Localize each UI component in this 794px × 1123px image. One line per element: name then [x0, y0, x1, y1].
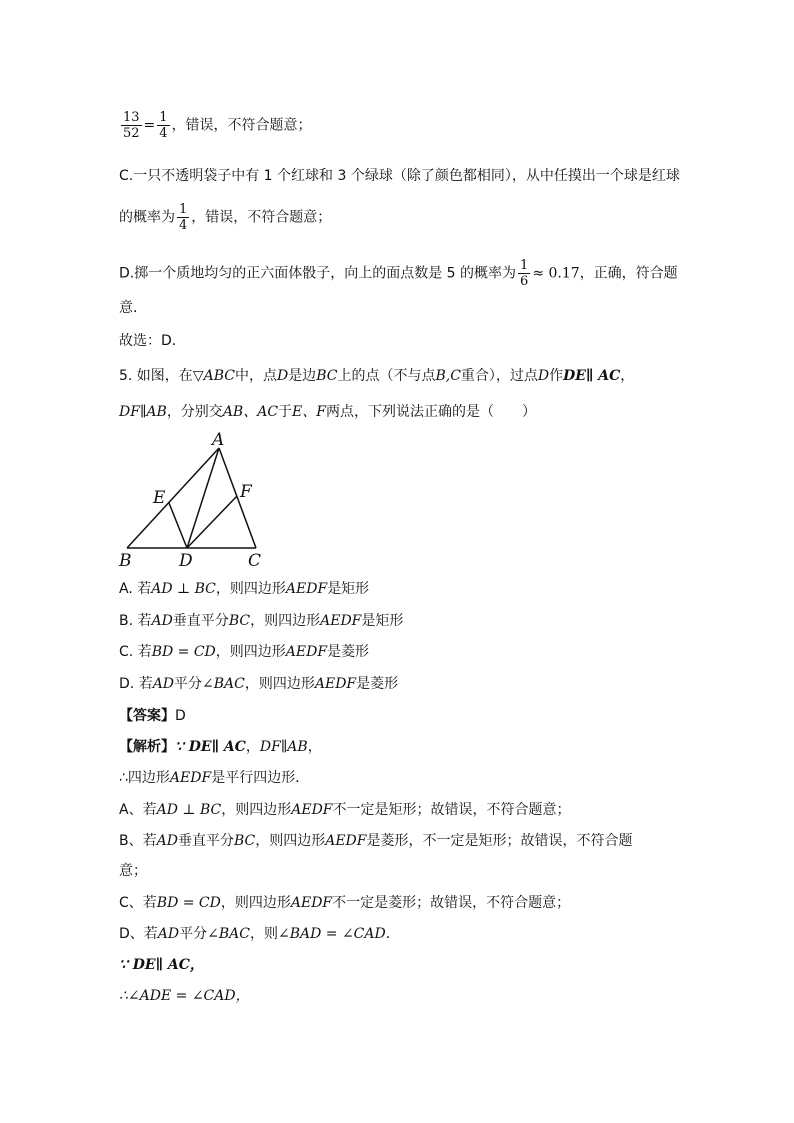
option-b: B. 若AD垂直平分BC，则四边形AEDF是矩形 [119, 613, 404, 629]
label-a: A [212, 430, 225, 450]
option-c: C. 若BD = CD，则四边形AEDF是菱形 [119, 644, 370, 660]
label-e: E [153, 488, 166, 508]
fraction-1-4: $\frac{1}{4}$ [159, 110, 168, 141]
analysis-line2: ∴四边形AEDF是平行四边形． [119, 770, 310, 786]
analysis-line9: ∴∠ADE = ∠CAD， [119, 988, 250, 1004]
prev-option-d-line1: D.掷一个质地均匀的正六面体骰子，向上的面点数是 5 的概率为 $\frac{1}{6}$ ≈ 0.17，正确，符合题 [119, 258, 678, 289]
analysis-line5: 意； [119, 863, 147, 879]
triangle-figure [115, 428, 275, 573]
segment-de [169, 503, 187, 548]
analysis-line1: 【解析】∵ DE∥ AC，DF∥AB， [119, 739, 322, 755]
segment-ad [187, 448, 219, 548]
analysis-line3: A、若AD ⊥ BC，则四边形AEDF不一定是矩形；故错误，不符合题意； [119, 802, 571, 818]
answer-line: 【答案】D [119, 708, 186, 724]
prev-option-d-line2: 意． [119, 300, 147, 316]
label-b: B [119, 551, 132, 571]
option-a: A. 若AD ⊥ BC，则四边形AEDF是矩形 [119, 581, 370, 597]
prev-choose-line: 故选：D． [119, 333, 186, 349]
option-d: D. 若AD平分∠BAC，则四边形AEDF是菱形 [119, 676, 399, 692]
q5-stem-line1: 5. 如图，在▽ABC中，点D是边BC上的点（不与点B,C重合），过点D作DE∥ AC， [119, 368, 635, 384]
segment-df [187, 496, 237, 548]
analysis-line4: B、若AD垂直平分BC，则四边形AEDF是菱形，不一定是矩形；故错误，不符合题 [119, 833, 633, 849]
prev-option-c-line1: C.一只不透明袋子中有 1 个红球和 3 个绿球（除了颜色都相同），从中任摸出一个球是红球 [119, 168, 680, 184]
q5-stem-line2: DF∥AB，分别交AB、AC于E、F两点，下列说法正确的是（ ） [119, 404, 536, 420]
label-d: D [179, 551, 193, 571]
analysis-line8: ∵ DE∥ AC， [119, 957, 204, 973]
segment-ab [127, 448, 219, 548]
top-fraction-line: $\frac{13}{52}$ = $\frac{1}{4}$ ，错误，不符合题意； [123, 110, 312, 141]
prev-option-c-line2: 的概率为 $\frac{1}{4}$ ，错误，不符合题意； [119, 202, 332, 233]
analysis-line7: D、若AD平分∠BAC，则∠BAD = ∠CAD． [119, 926, 400, 942]
fraction-13-52: $\frac{13}{52}$ [123, 110, 140, 141]
label-f: F [240, 482, 252, 502]
label-c: C [248, 551, 262, 571]
analysis-line6: C、若BD = CD，则四边形AEDF不一定是菱形；故错误，不符合题意； [119, 895, 571, 911]
